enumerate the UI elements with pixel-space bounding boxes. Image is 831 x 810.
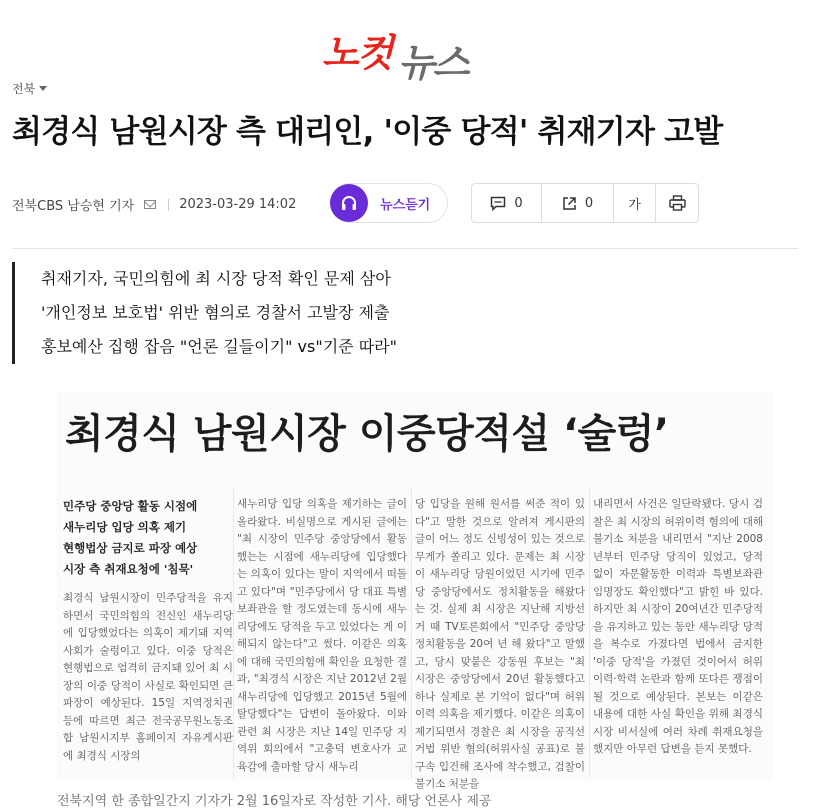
summary-line: '개인정보 보호법' 위반 혐의로 경찰서 고발장 제출 [41, 303, 390, 322]
clipping-body-text: 새누리당 입당 의혹을 제기하는 글이 올라왔다. 비실명으로 게시된 글에는 "최 시장이 민주당 중앙당에서 활동했는는 시점에 새누리당에 입당했다는 의혹이 있다는 말이 지역에서 떠돌고 있다"며 "민주당에서 당 대표 특별보좌관을 할 정도였는데 동시에 새누리당에도 당적을 두고 있었다는 게 이해되지 않는다"고 썼다. 이같은 의혹에 대해 국민의힘에 확인을 요청한 결과, "최경식 시장은 지난 2012년 2월 새누리당에 입당했고 2015년 5월에 탈당했다"는 답변이 돌아왔다. 이와 관련 최 시장은 지난 14일 민주당 지역위 회의에서 "고충덕 변호사가 교육감에 출마할 당시 새누리 [237, 498, 407, 773]
clipping-body-text: 내리면서 사건은 일단락됐다. 당시 검찰은 최 시장의 허위이력 혐의에 대해 불기소 처분을 내리면서 "지난 2008년부터 민주당 당직이 있었고, 당적 없이 자문활동한 이력과 특별보좌관 임명장도 확인했다"고 밝힌 바 있다. 하지만 최 시장이 20여년간 민주당적을 유지하고 있는 동안 새누리당 당적을 복수로 가졌다면 법에서 금지한 '이중 당적'을 가졌던 것이어서 허위 이력·학력 논란과 함께 또다른 쟁점이 될 것으로 예상된다. 본보는 이같은 내용에 대한 사실 확인을 위해 최경식 시장 비서실에 여러 차례 취재요청을 했지만 아무런 답변을 듣지 못했다. [593, 498, 763, 755]
clipping-subhead: 새누리당 입당 의혹 제기 [63, 520, 187, 534]
summary-line: 홍보예산 집행 잡음 "언론 길들이기" vs"기준 따라" [41, 337, 397, 356]
clipping-subhead: 현행법상 금지로 파장 예상 [63, 541, 198, 555]
image-caption: 전북지역 한 종합일간지 기자가 2월 16일자로 작성한 기사. 해당 언론사 제공 [57, 794, 492, 809]
clipping-column [415, 496, 585, 794]
share-count: 0 [584, 195, 594, 211]
clipping-column [593, 496, 763, 759]
section-dropdown[interactable] [12, 80, 47, 97]
article-summary [12, 262, 397, 364]
column-rule [589, 488, 590, 778]
nocutnews-logo[interactable] [322, 22, 482, 85]
news-listen-button[interactable] [330, 183, 448, 223]
publish-datetime: 2023-03-29 14:02 [179, 197, 297, 212]
clipping-subhead: 시장 측 취재요청에 '침묵' [63, 562, 194, 576]
font-size-button[interactable] [614, 184, 656, 222]
logo-nocut: 노컷 [322, 31, 392, 75]
share-icon [562, 196, 577, 211]
clipping-subhead: 민주당 중앙당 활동 시점에 [63, 499, 198, 513]
mail-icon[interactable] [144, 200, 156, 209]
clipping-subheads [63, 496, 233, 580]
logo-news: 뉴스 [398, 41, 468, 85]
comment-button[interactable] [472, 184, 542, 222]
share-button[interactable] [542, 184, 614, 222]
clipping-body-text: 최경식 남원시장이 민주당적을 유지하면서 국민의힘의 전신인 새누리당에 입당했었다는 의혹이 제기돼 지역사회가 술렁이고 있다. 이중 당적은 현행법으로 엄격히 금지돼 있어 최 시장의 이중 당적이 사실로 확인되면 큰 파장이 예상된다. 15일 지역정치권 등에 따르면 최근 전국공무원노동조합 남원시지부 홈페이지 자유게시판에 최경식 시장의 [63, 592, 233, 762]
printer-icon [669, 195, 686, 211]
print-button[interactable] [656, 184, 698, 222]
newspaper-clipping-image [57, 392, 773, 790]
clipping-column [63, 496, 233, 765]
column-rule [233, 488, 234, 778]
section-label: 전북 [12, 82, 36, 96]
article-meta [12, 195, 296, 214]
article-toolbar [471, 183, 699, 223]
clipping-title: 최경식 남원시장 이중당적설 ‘술렁’ [65, 411, 669, 457]
meta-divider [168, 199, 169, 211]
comment-count: 0 [514, 195, 523, 211]
headphones-icon [330, 184, 368, 222]
column-rule [411, 488, 412, 778]
byline[interactable]: 전북CBS 남승현 기자 [12, 199, 135, 214]
article-headline: 최경식 남원시장 측 대리인, '이중 당적' 취재기자 고발 [12, 114, 723, 150]
comment-icon [490, 196, 506, 211]
font-size-label: 가 [628, 197, 641, 213]
clipping-column [237, 496, 407, 776]
summary-line: 취재기자, 국민의힘에 최 시장 당적 확인 문제 삼아 [41, 269, 391, 288]
chevron-down-icon [39, 86, 47, 91]
listen-label: 뉴스듣기 [380, 197, 431, 213]
divider [12, 248, 798, 249]
clipping-body-text: 당 입당을 원해 원서를 써준 적이 있다"고 말한 것으로 알려져 게시판의 글이 어느 정도 신빙성이 있는 것으로 무게가 쏠리고 있다. 문제는 최 시장이 새누리당 당원이었던 시기에 민주당 중앙당에서도 정치활동을 해왔다는 것. 실제 최 시장은 지난해 지방선거 때 TV토론회에서 "민주당 중앙당 정치활동을 20여 년 해 왔다"고 말했고, 당시 맞붙은 강동원 후보는 "최 시장은 중앙당에서 20년 활동했다고 하나 실제로 본 기억이 없다"며 허위 이력 의혹을 제기했다. 이같은 의혹이 제기되면서 경찰은 최 시장을 공직선거법 위반 혐의(허위사실 공표)로 불구속 입건해 조사에 착수했고, 검찰이 불기소 처분을 [415, 498, 585, 790]
